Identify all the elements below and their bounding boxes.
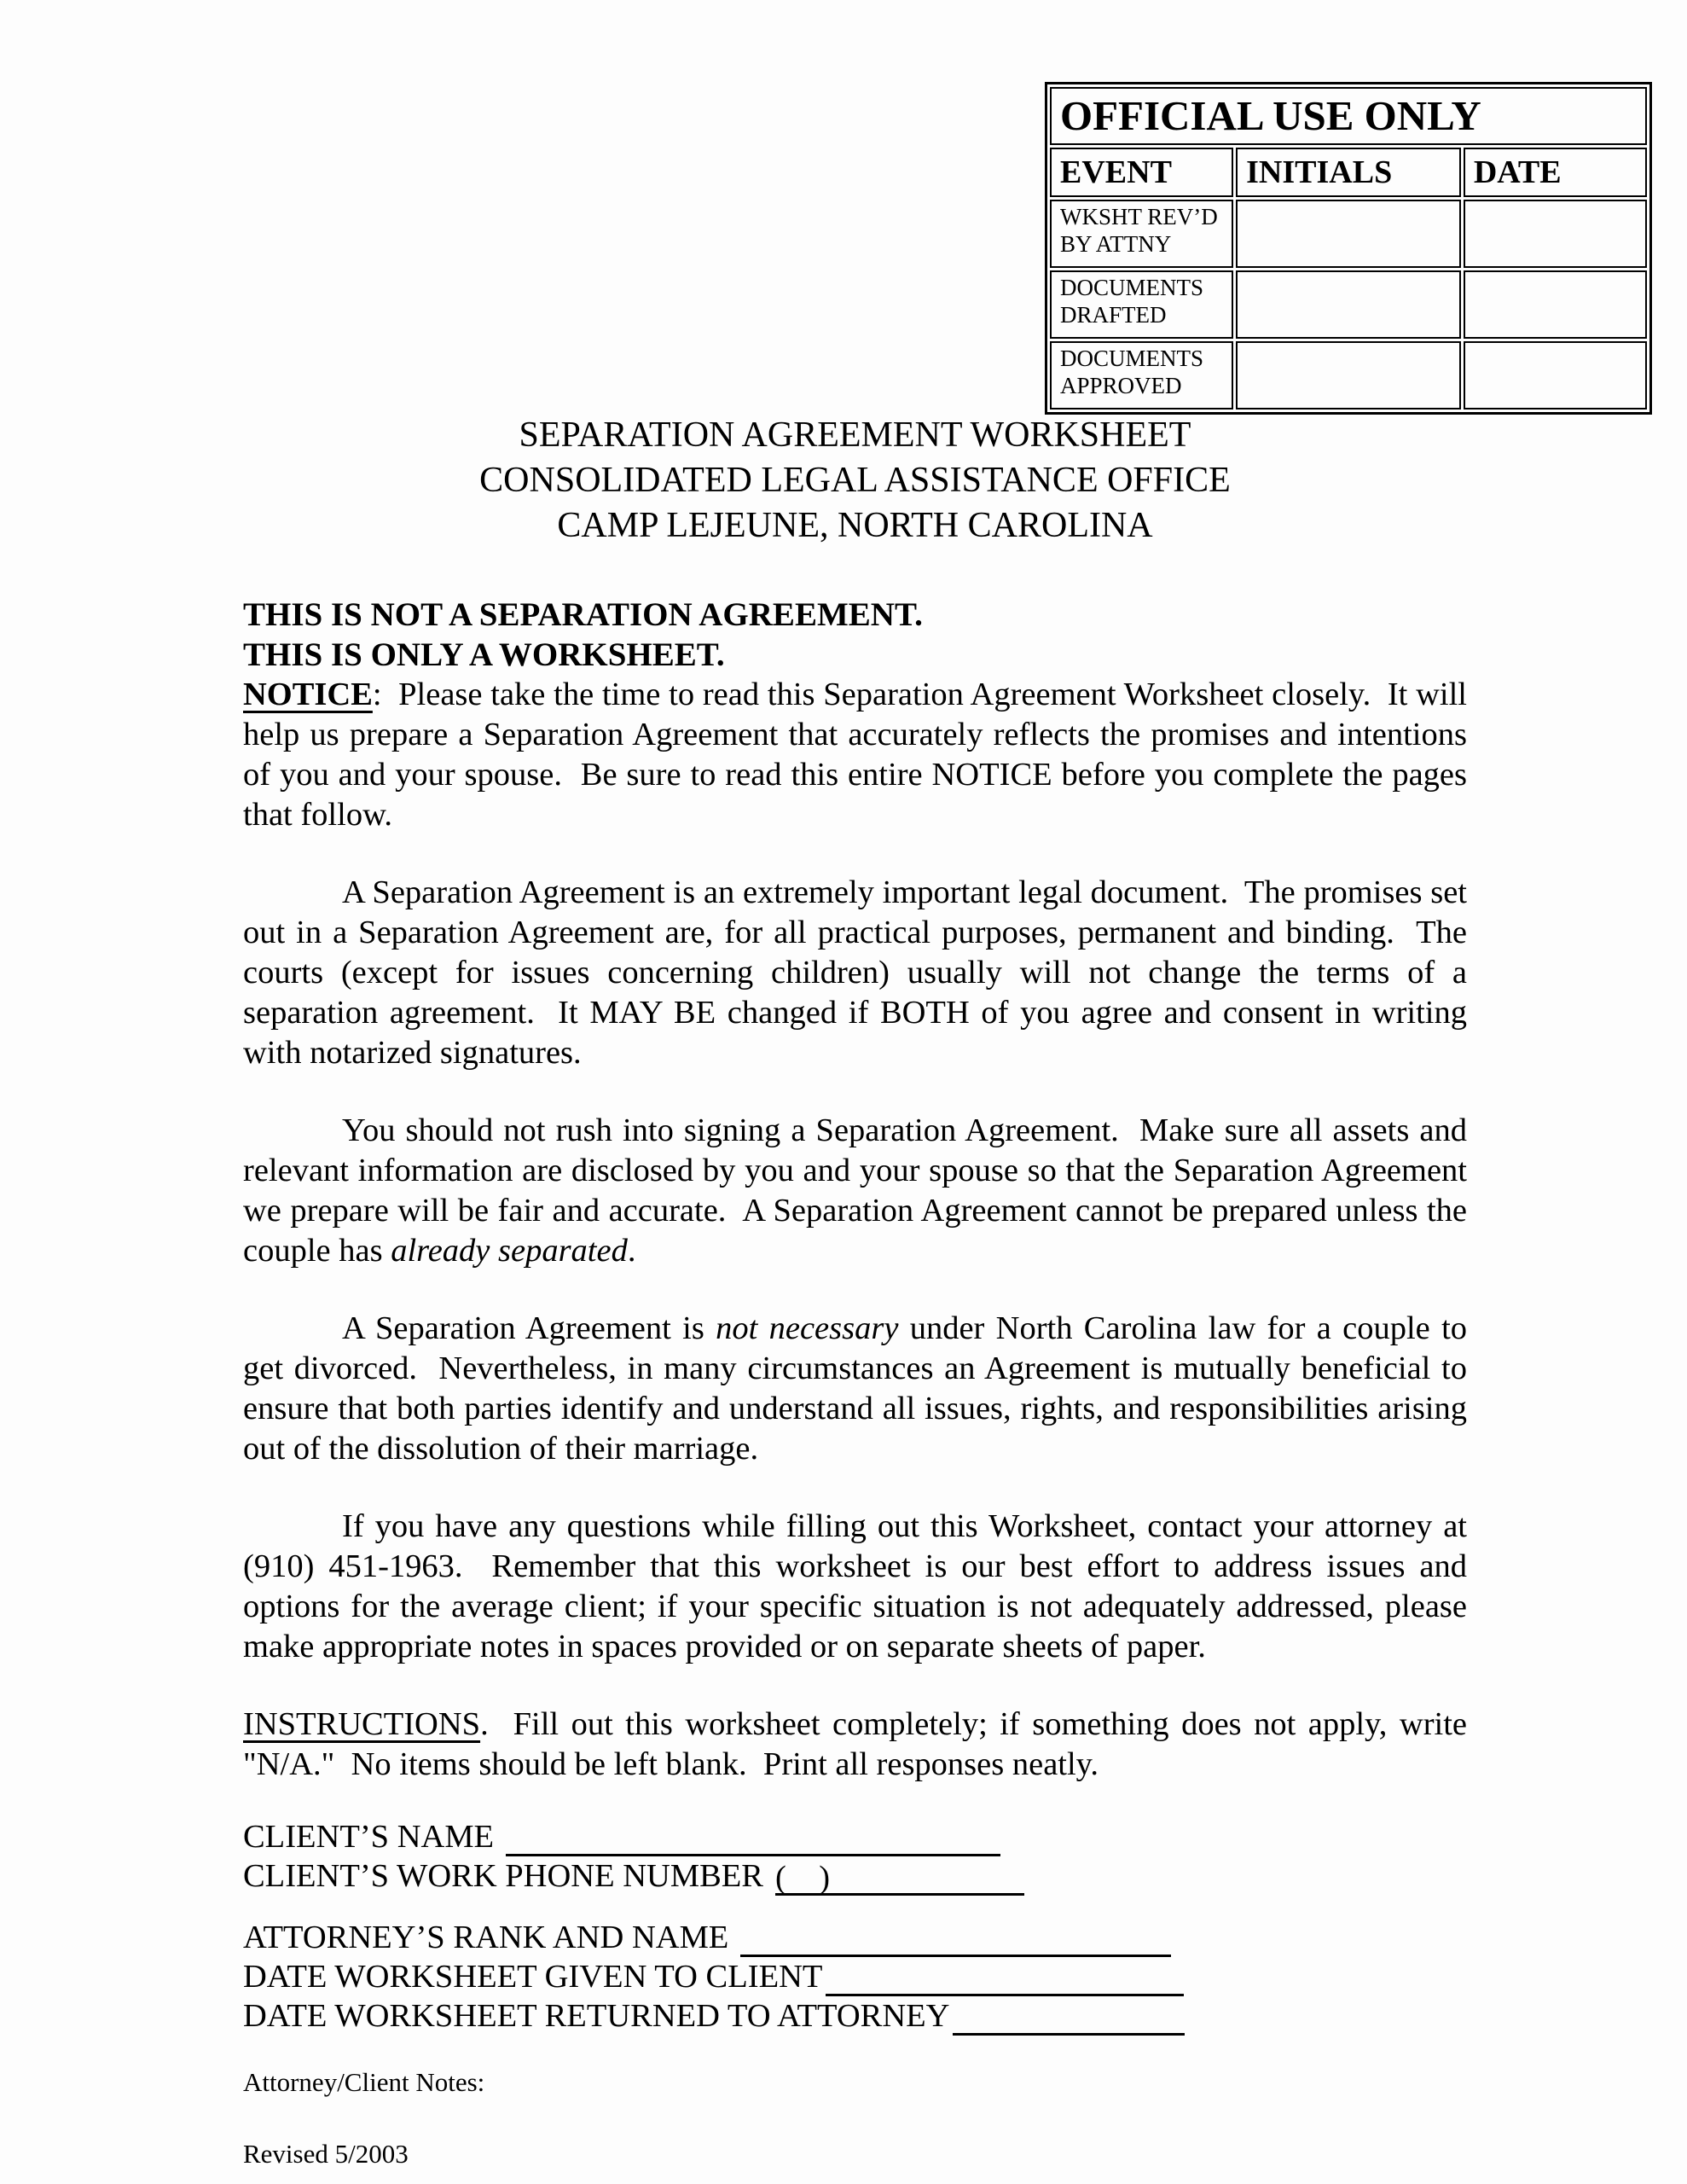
date-returned-field <box>243 1996 1467 2036</box>
date-given-blank <box>826 1959 1184 1996</box>
date-given-label: DATE WORKSHEET GIVEN TO CLIENT <box>243 1959 823 1995</box>
paragraph-text: You should not rush into signing a Separation Agreement. Make sure all assets and relevant information are disclosed by you and your spouse so that the Separation Agreement we prepare will be fair and accurate. A Separation Agreement cannot be prepared unless the couple has <box>243 1112 1475 1269</box>
client-phone-label: CLIENT’S WORK PHONE NUMBER <box>243 1858 763 1894</box>
client-name-blank <box>506 1819 1000 1856</box>
title-line-location: CAMP LEJEUNE, NORTH CAROLINA <box>557 506 1153 545</box>
phone-area-code-parens: ( ) <box>774 1860 831 1896</box>
date-cell <box>1464 200 1647 268</box>
italic-not-necessary: not necessary <box>716 1310 899 1346</box>
attorney-client-notes-label: Attorney/Client Notes: <box>243 2067 485 2097</box>
client-name-field <box>243 1817 1467 1856</box>
date-cell <box>1464 270 1647 339</box>
date-returned-blank <box>953 1998 1185 2036</box>
client-phone-blank <box>775 1858 1024 1896</box>
attorney-name-blank <box>740 1920 1171 1957</box>
paragraph-important-document <box>243 873 1475 1073</box>
client-name-label: CLIENT’S NAME <box>243 1819 495 1855</box>
event-cell: WKSHT REV’D BY ATTNY <box>1050 200 1233 268</box>
attorney-name-field <box>243 1918 1467 1957</box>
document-body <box>243 0 1475 2170</box>
paragraph-text: A Separation Agreement is <box>342 1310 716 1346</box>
notice-paragraph <box>243 675 1475 835</box>
column-header-event: EVENT <box>1050 148 1233 197</box>
paragraph-do-not-rush <box>243 1111 1475 1271</box>
date-returned-label: DATE WORKSHEET RETURNED TO ATTORNEY <box>243 1998 950 2034</box>
warning-only-worksheet: THIS IS ONLY A WORKSHEET. <box>243 636 725 673</box>
warning-not-agreement: THIS IS NOT A SEPARATION AGREEMENT. <box>243 596 923 633</box>
page-title <box>243 413 1467 549</box>
title-line-worksheet: SEPARATION AGREEMENT WORKSHEET <box>519 415 1191 455</box>
event-cell: DOCUMENTS APPROVED <box>1050 341 1233 410</box>
warning-headings <box>243 595 1467 675</box>
official-use-title: OFFICIAL USE ONLY <box>1050 87 1647 145</box>
italic-already-separated: already separated <box>391 1233 628 1269</box>
column-header-date: DATE <box>1464 148 1647 197</box>
date-cell <box>1464 341 1647 410</box>
paragraph-text: . <box>627 1233 636 1269</box>
event-cell: DOCUMENTS DRAFTED <box>1050 270 1233 339</box>
paragraph-text: A Separation Agreement is an extremely important legal document. The promises set out in a Separation Agreement are, for all practical purposes, permanent and binding. The courts (except for issues concerning children) usually will not change the terms of a separation agreement. It MAY BE changed if BOTH of you agree and consent in writing with notarized signatures. <box>243 874 1475 1071</box>
paragraph-not-necessary <box>243 1309 1475 1469</box>
instructions-paragraph <box>243 1705 1475 1785</box>
notice-text: : Please take the time to read this Separation Agreement Worksheet closely. It will help us prepare a Separation Agreement that accurately reflects the promises and intentions of you and your spouse. Be sure to read this entire NOTICE before you complete the pages that follow. <box>243 677 1475 833</box>
column-header-initials: INITIALS <box>1236 148 1461 197</box>
date-given-field <box>243 1957 1467 1996</box>
attorney-name-label: ATTORNEY’S RANK AND NAME <box>243 1920 729 1955</box>
paragraph-text: under North Carolina law for a couple to get divorced. Nevertheless, in many circumstances an Agreement is mutually beneficial to ensure that both parties identify and understand all issues, rights, and responsibilities arising out of the dissolution of their marriage. <box>243 1310 1475 1467</box>
paragraph-text: If you have any questions while filling out this Worksheet, contact your attorney at (910) 451-1963. Remember that this worksheet is our best effort to address issues and options for the average client; if your specific situation is not adequately addressed, please make appropriate notes in spaces provided or on separate sheets of paper. <box>243 1508 1475 1664</box>
client-phone-field <box>243 1856 1467 1896</box>
notice-label: NOTICE <box>243 677 373 712</box>
instructions-text: . Fill out this worksheet completely; if something does not apply, write "N/A." No items should be left blank. Print all responses neatly. <box>243 1706 1475 1782</box>
instructions-label: INSTRUCTIONS <box>243 1706 481 1742</box>
form-fields <box>243 1817 1467 2036</box>
revision-date: Revised 5/2003 <box>243 2139 409 2169</box>
title-line-office: CONSOLIDATED LEGAL ASSISTANCE OFFICE <box>479 461 1231 500</box>
paragraph-questions-contact <box>243 1507 1475 1667</box>
